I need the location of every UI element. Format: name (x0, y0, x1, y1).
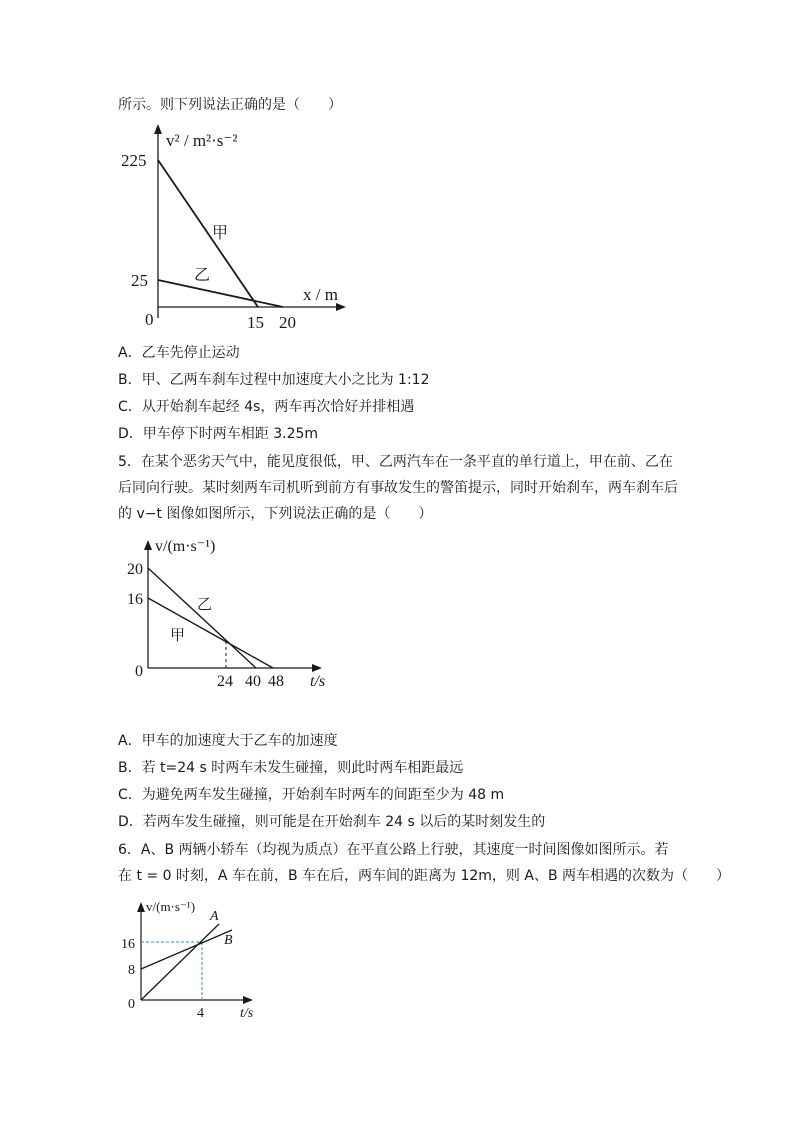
chart3-x-arrow (243, 996, 253, 1004)
chart3-y-arrow (137, 902, 145, 912)
chart3-xtick-4: 4 (197, 1006, 204, 1021)
chart1-ylabel: v² / m²·s⁻² (166, 131, 238, 150)
question-6-stem-line-1: 6．A、B 两辆小轿车（均视为质点）在平直公路上行驶，其速度一时间图像如图所示。若 (118, 842, 669, 858)
chart2-xtick-48: 48 (268, 673, 284, 690)
chart3-series-a-line (141, 924, 219, 1000)
chart2-origin: 0 (135, 663, 143, 680)
chart2-ytick-16: 16 (127, 591, 143, 608)
chart3-ytick-8: 8 (128, 963, 135, 978)
chart2-ytick-20: 20 (127, 561, 143, 578)
chart3-label-b: B (224, 933, 233, 948)
chart2-xtick-40: 40 (245, 673, 261, 690)
q4-option-d[interactable]: D．甲车停下时两车相距 3.25m (118, 426, 319, 442)
chart1-ytick-25: 25 (131, 271, 148, 290)
chart3-ytick-16: 16 (121, 937, 135, 952)
q4-option-c[interactable]: C．从开始刹车起经 4s，两车再次恰好并排相遇 (118, 399, 415, 415)
q5-option-b[interactable]: B．若 t=24 s 时两车未发生碰撞，则此时两车相距最远 (118, 760, 464, 776)
question-5-stem-line-3: 的 v−t 图像如图所示，下列说法正确的是（ ） (118, 506, 433, 522)
chart2-ylabel: v/(m·s⁻¹) (155, 538, 216, 555)
q4-option-b[interactable]: B．甲、乙两车刹车过程中加速度大小之比为 1:12 (118, 372, 430, 388)
chart1-label-jia: 甲 (212, 223, 229, 242)
chart3-series-b-line (141, 930, 232, 969)
question-5-stem-line-2: 后同向行驶。某时刻两车司机听到前方有事故发生的警笛提示，同时开始刹车，两车刹车后 (118, 480, 678, 496)
q5-option-a[interactable]: A．甲车的加速度大于乙车的加速度 (118, 733, 338, 749)
q5-option-c[interactable]: C．为避免两车发生碰撞，开始刹车时两车的间距至少为 48 m (118, 787, 505, 803)
question-4-stem-tail: 所示。则下列说法正确的是（ ） (118, 97, 342, 113)
chart3-ylabel: v/(m·s⁻¹) (146, 899, 196, 914)
chart2-xtick-24: 24 (217, 673, 233, 690)
question-5-stem-line-1: 5．在某个恶劣天气中，能见度很低，甲、乙两汽车在一条平直的单行道上，甲在前、乙在 (118, 454, 673, 470)
question-6-stem-line-2: 在 t = 0 时刻，A 车在前，B 车在后，两车间的距离为 12m，则 A、B 两车相遇的次数为（ ） (118, 868, 730, 884)
chart3-origin: 0 (128, 997, 135, 1012)
chart1-origin: 0 (145, 310, 154, 329)
q4-option-a[interactable]: A．乙车先停止运动 (118, 345, 240, 361)
chart1-ytick-225: 225 (121, 151, 147, 170)
chart1-xlabel: x / m (303, 285, 338, 304)
chart1-xtick-20: 20 (279, 313, 296, 332)
chart1-xtick-15: 15 (247, 313, 264, 332)
chart2-label-jia: 甲 (170, 626, 186, 644)
chart3-label-a: A (210, 909, 219, 924)
chart2-xlabel: t/s (310, 673, 326, 690)
chart3-xlabel: t/s (240, 1006, 254, 1021)
chart2-label-yi: 乙 (197, 595, 213, 613)
chart1-label-yi: 乙 (194, 265, 211, 284)
q5-option-d[interactable]: D．若两车发生碰撞，则可能是在开始刹车 24 s 以后的某时刻发生的 (118, 814, 546, 830)
